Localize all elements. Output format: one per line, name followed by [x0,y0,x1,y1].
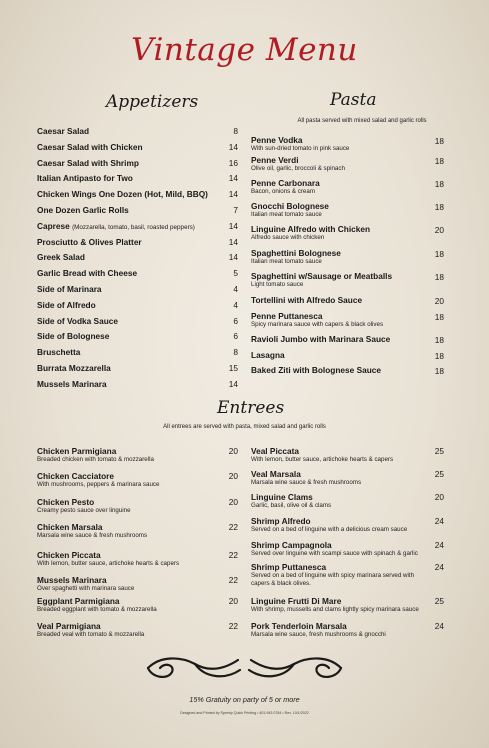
pasta-price: 20 [434,296,444,306]
pasta-desc: Olive oil, garlic, broccoli & spinach [251,165,345,172]
entree-name: Veal Marsala [251,469,301,479]
entree-name: Veal Piccata [251,446,299,456]
pasta-item [251,311,383,329]
appetizer-item [37,300,96,310]
entree-desc: Breaded veal with tomato & mozzarella [37,631,145,638]
entree-name: Shrimp Alfredo [251,516,311,526]
scroll-flourish-right-icon [249,658,341,677]
entree-price: 20 [228,497,238,507]
appetizer-name: One Dozen Garlic Rolls [37,205,129,215]
appetizer-item [37,379,107,389]
entree-price: 20 [228,471,238,481]
entree-name: Shrimp Campagnola [251,540,332,550]
scroll-flourish-icon [0,648,489,688]
pasta-name: Spaghettini w/Sausage or Meatballs [251,271,393,281]
appetizer-name: Burrata Mozzarella [37,363,111,373]
pasta-desc: Spicy marinara sauce with capers & black olives [251,321,384,328]
entree-name: Mussels Marinara [37,575,107,585]
appetizer-price: 14 [228,252,238,263]
appetizer-price: 14 [228,236,238,247]
entree-name: Chicken Cacciatore [37,471,115,481]
appetizer-name: Side of Vodka Sauce [37,315,118,326]
entree-price: 25 [434,446,444,456]
entree-price: 25 [434,596,444,606]
appetizer-name: Greek Salad [37,252,85,263]
entree-desc: Served on a bed of linguine with spicy marinara served with [251,572,415,579]
appetizer-item [37,126,89,136]
appetizer-price: 8 [233,126,238,136]
appetizer-price: 14 [228,141,238,152]
printer-credit: Designed and Printed by Speedy Quick Printing • 401.943.0784 • Rev. 10/1/2022 [180,711,309,715]
appetizer-name: Caesar Salad with Chicken [37,141,143,152]
appetizer-item [37,142,143,152]
appetizer-item [37,268,137,278]
appetizer-price: 14 [228,189,238,200]
entree-price: 24 [434,540,444,550]
entree-name: Chicken Piccata [37,550,101,560]
entree-item [37,575,134,593]
appetizer-price: 4 [233,284,238,294]
gratuity-note: 15% Gratuity on party of 5 or more [189,695,300,704]
pasta-price: 18 [434,156,444,166]
entree-item [251,516,407,534]
entree-price: 22 [228,522,238,532]
entree-name: Chicken Marsala [37,522,103,532]
entree-desc: Breaded chicken with tomato & mozzarella [37,456,154,463]
appetizer-price: 8 [233,347,238,358]
pasta-name: Penne Carbonara [251,178,320,188]
pasta-item [251,271,392,289]
pasta-name: Lasagna [251,350,285,360]
entree-item [37,522,147,540]
pasta-item [251,334,390,344]
entree-price: 22 [228,621,238,631]
entree-price: 20 [228,596,238,606]
pasta-item [251,350,285,360]
entree-price: 22 [228,550,238,560]
appetizer-item [37,189,208,199]
entree-item [251,469,361,487]
pasta-desc: With sun-dried tomato in pink sauce [251,145,350,152]
entree-name: Pork Tenderloin Marsala [251,621,347,631]
appetizer-price: 14 [228,220,238,231]
pasta-name: Penne Verdi [251,155,299,165]
pasta-price: 18 [434,366,444,376]
entree-name: Chicken Pesto [37,497,95,507]
appetizer-name: Side of Marinara [37,284,102,294]
appetizer-inline-desc: (Mozzarella, tomato, basil, roasted peppers) [72,223,195,231]
appetizer-item [37,205,129,215]
entree-item [37,471,159,489]
appetizer-item [37,347,80,357]
entree-item [251,492,331,510]
entree-desc: With lemon, butter sauce, artichoke hearts & capers [37,560,180,567]
scroll-flourish-left-icon [148,658,240,677]
appetizer-name: Garlic Bread with Cheese [37,268,138,279]
pasta-item [251,178,320,196]
appetizer-price: 14 [228,173,238,184]
pasta-name: Penne Vodka [251,135,303,145]
entree-name: Veal Parmigiana [37,621,101,631]
entrees-note: All entrees are served with pasta, mixed salad and garlic rolls [163,424,326,430]
pasta-name: Spaghettini Bolognese [251,248,341,258]
appetizer-price: 14 [228,378,238,389]
entree-desc: Served on a bed of linguine with a delicious cream sauce [251,526,408,533]
entree-price: 25 [434,469,444,479]
entree-name: Eggplant Parmigiana [37,596,120,606]
entree-name: Linguine Frutti Di Mare [251,596,342,606]
appetizer-name: Bruschetta [37,347,81,358]
pasta-item [251,295,362,305]
appetizer-item [37,237,142,247]
pasta-price: 18 [434,272,444,282]
appetizer-price: 6 [233,315,238,326]
entree-item [251,621,386,639]
appetizer-price: 16 [228,157,238,168]
entree-item [37,446,154,464]
appetizer-name: Caesar Salad [37,126,90,136]
entree-price: 20 [228,446,238,456]
entree-price: 24 [434,562,444,572]
entree-desc-cont: capers & black olives. [251,579,311,587]
entree-desc: Breaded eggplant with tomato & mozzarella [37,606,157,613]
pasta-desc: Alfredo sauce with chicken [251,234,325,241]
entree-name: Shrimp Puttanesca [251,562,327,572]
entree-name: Linguine Clams [251,492,313,502]
entree-item [37,596,157,614]
entree-item [251,596,419,614]
pasta-name: Penne Puttanesca [251,311,323,321]
pasta-name: Tortellini with Alfredo Sauce [251,295,363,305]
pasta-desc: Italian meat tomato sauce [251,258,322,265]
appetizer-name-text: Caprese [37,220,70,231]
entree-desc: Marsala wine sauce & fresh mushrooms [251,479,362,486]
entree-item [251,562,414,587]
appetizer-name: Chicken Wings One Dozen (Hot, Mild, BBQ) [37,189,208,200]
entree-item [251,446,393,464]
entree-name: Chicken Parmigiana [37,446,117,456]
pasta-price: 18 [434,249,444,259]
entree-item [37,550,179,568]
appetizers-heading: Appetizers [106,92,199,112]
pasta-price: 18 [434,335,444,345]
appetizer-item [37,252,85,262]
pasta-item [251,201,329,219]
pasta-desc: Light tomato sauce [251,281,304,288]
pasta-desc: Italian meat tomato sauce [251,211,322,218]
pasta-name: Linguine Alfredo with Chicken [251,224,371,234]
entrees-heading: Entrees [217,398,285,418]
entree-item [251,540,418,558]
appetizer-name: Side of Alfredo [37,299,96,310]
pasta-item [251,365,381,375]
appetizer-item [37,331,109,341]
entree-desc: With shrimp, mussells and clams lightly spicy marinara sauce [251,606,419,613]
appetizer-item [37,221,195,233]
appetizer-item [37,158,139,168]
entree-item [37,621,144,639]
pasta-note: All pasta served with mixed salad and garlic rolls [297,118,427,124]
appetizer-price: 6 [233,331,238,342]
appetizer-price: 4 [233,299,238,310]
entree-price: 24 [434,516,444,526]
appetizer-item [37,363,111,373]
menu-title: Vintage Menu [131,32,358,68]
pasta-item [251,248,341,266]
appetizer-name: Caesar Salad with Shrimp [37,157,139,168]
entree-desc: Creamy pesto sauce over linguine [37,507,131,514]
pasta-name: Baked Ziti with Bolognese Sauce [251,365,382,375]
pasta-desc: Bacon, onions & cream [251,188,315,195]
pasta-price: 18 [434,351,444,361]
pasta-price: 20 [434,225,444,235]
entree-price: 20 [434,492,444,502]
pasta-price: 18 [434,312,444,322]
appetizer-item [37,173,133,183]
pasta-price: 18 [434,136,444,146]
pasta-item [251,135,349,153]
pasta-item [251,224,370,242]
entree-item [37,497,131,515]
pasta-price: 18 [434,202,444,212]
pasta-name: Ravioli Jumbo with Marinara Sauce [251,334,391,344]
appetizer-price: 15 [228,363,238,373]
appetizer-price: 7 [233,205,238,215]
appetizer-name [37,221,195,233]
appetizer-price: 5 [233,268,238,279]
entree-desc: Over spaghetti with marinara sauce [37,585,135,592]
entree-desc: With mushrooms, peppers & marinara sauce [37,481,160,488]
appetizer-item [37,316,118,326]
entree-desc: Served over linguine with scampi sauce with spinach & garlic [251,550,418,557]
pasta-heading: Pasta [330,90,377,110]
appetizer-item [37,284,102,294]
entree-desc: Marsala wine sauce & fresh mushrooms [37,532,148,539]
appetizer-name: Mussels Marinara [37,378,107,389]
pasta-name: Gnocchi Bolognese [251,201,329,211]
pasta-item [251,155,345,173]
appetizer-name: Italian Antipasto for Two [37,173,133,184]
entree-price: 22 [228,575,238,585]
entree-desc: Garlic, basil, olive oil & clams [251,502,332,509]
entree-desc: With lemon, butter sauce, artichoke hearts & capers [251,456,394,463]
appetizer-name: Prosciutto & Olives Platter [37,236,142,247]
appetizer-name: Side of Bolognese [37,331,110,342]
entree-desc: Marsala wine sauce, fresh mushrooms & gnocchi [251,631,386,638]
pasta-price: 18 [434,179,444,189]
entree-price: 24 [434,621,444,631]
